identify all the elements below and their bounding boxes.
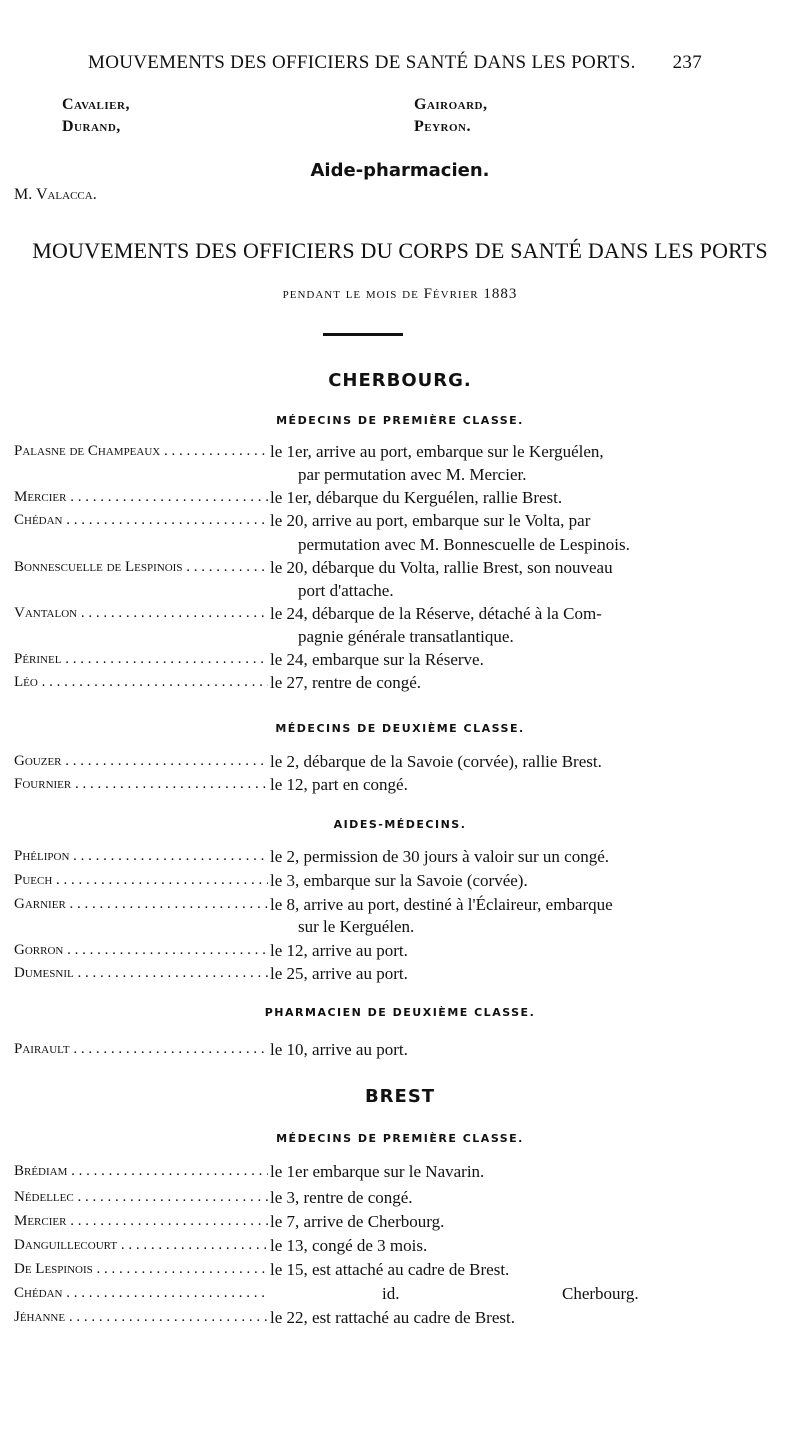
- movement-text: le 1er embarque sur le Navarin.: [270, 1162, 485, 1181]
- officer-name: Mercier . . .: [14, 1210, 268, 1233]
- name-right: Peyron.: [414, 118, 471, 135]
- officer-name: Pairault . . .: [14, 1038, 268, 1061]
- aide-pharmacien-name: M. Valacca.: [14, 186, 97, 203]
- continued-names-row: [62, 118, 662, 136]
- name-left: Cavalier,: [62, 96, 130, 113]
- movement-text: le 1er, débarque du Kerguélen, rallie Brest.: [270, 488, 563, 507]
- officer-name: De Lespinois . . .: [14, 1258, 268, 1281]
- movement-text: le 3, embarque sur la Savoie (corvée).: [270, 871, 528, 890]
- officer-name: Chédan . . .: [14, 1282, 268, 1305]
- aide-pharmacien-heading: Aide-pharmacien.: [310, 160, 490, 181]
- movement-text: sur le Kerguélen.: [298, 917, 415, 936]
- movement-text: par permutation avec M. Mercier.: [298, 465, 527, 484]
- section-label: MÉDECINS DE PREMIÈRE CLASSE.: [276, 1132, 524, 1145]
- movement-text: permutation avec M. Bonnescuelle de Lespinois.: [298, 535, 630, 554]
- officer-name: Gorron . . .: [14, 939, 268, 962]
- movement-text: le 22, est rattaché au cadre de Brest.: [270, 1308, 515, 1327]
- officer-name: Vantalon . . .: [14, 602, 268, 625]
- movement-text: le 10, arrive au port.: [270, 1040, 408, 1059]
- movement-text: le 12, arrive au port.: [270, 941, 408, 960]
- header-title: MOUVEMENTS DES OFFICIERS DE SANTÉ DANS LES PORTS.: [88, 52, 636, 73]
- movement-text: le 13, congé de 3 mois.: [270, 1236, 428, 1255]
- officer-name: Bonnescuelle de Lespinois . . .: [14, 556, 268, 579]
- officer-name: Chédan . . .: [14, 509, 268, 532]
- divider-rule: [323, 333, 403, 336]
- movement-text: le 27, rentre de congé.: [270, 673, 422, 692]
- movement-text: le 15, est attaché au cadre de Brest.: [270, 1260, 510, 1279]
- movement-text: le 25, arrive au port.: [270, 964, 408, 983]
- movement-text: le 2, permission de 30 jours à valoir sur un congé.: [270, 847, 609, 866]
- officer-name: Mercier . . .: [14, 486, 268, 509]
- movement-text: id.: [382, 1284, 400, 1303]
- officer-name: Danguillecourt . . .: [14, 1234, 268, 1257]
- port-heading-cherbourg: CHERBOURG.: [328, 370, 472, 391]
- officer-name: Léo . . .: [14, 671, 268, 694]
- port-heading-brest: BREST: [364, 1086, 436, 1107]
- page-subtitle: pendant le mois de Février 1883: [282, 286, 518, 302]
- officer-name: Fournier . . .: [14, 773, 268, 796]
- movement-text: le 12, part en congé.: [270, 775, 408, 794]
- officer-name: Brédiam . . .: [14, 1160, 268, 1183]
- officer-name: Dumesnil . . .: [14, 962, 268, 985]
- section-label: PHARMACIEN DE DEUXIÈME CLASSE.: [264, 1006, 536, 1019]
- movement-text: le 1er, arrive au port, embarque sur le Kerguélen,: [270, 442, 604, 461]
- movement-text: le 20, arrive au port, embarque sur le Volta, par: [270, 511, 591, 530]
- continued-names-row: [62, 96, 662, 114]
- movement-text-place: Cherbourg.: [562, 1284, 639, 1303]
- name-left: Durand,: [62, 118, 121, 135]
- movement-text: pagnie générale transatlantique.: [298, 627, 514, 646]
- movement-text: port d'attache.: [298, 581, 394, 600]
- officer-name: Phélipon . . .: [14, 845, 268, 868]
- movement-text: le 20, débarque du Volta, rallie Brest, son nouveau: [270, 558, 613, 577]
- officer-name: Garnier . . .: [14, 893, 268, 916]
- running-header: [88, 52, 702, 74]
- movement-text: le 8, arrive au port, destiné à l'Éclaireur, embarque: [270, 895, 613, 914]
- page-title: MOUVEMENTS DES OFFICIERS DU CORPS DE SANTÉ DANS LES PORTS: [32, 238, 768, 263]
- movement-text: le 3, rentre de congé.: [270, 1188, 413, 1207]
- page-number: 237: [672, 52, 702, 73]
- officer-name: Gouzer . . .: [14, 750, 268, 773]
- officer-name: Périnel . . .: [14, 648, 268, 671]
- movement-text: le 7, arrive de Cherbourg.: [270, 1212, 445, 1231]
- name-right: Gairoard,: [414, 96, 488, 113]
- movement-text: le 24, embarque sur la Réserve.: [270, 650, 484, 669]
- officer-name: Palasne de Champeaux . . .: [14, 440, 268, 463]
- section-label: AIDES-MÉDECINS.: [333, 818, 467, 831]
- officer-name: Jéhanne . . .: [14, 1306, 268, 1329]
- movement-text: le 24, débarque de la Réserve, détaché à la Com-: [270, 604, 602, 623]
- movement-text: le 2, débarque de la Savoie (corvée), rallie Brest.: [270, 752, 602, 771]
- section-label: MÉDECINS DE PREMIÈRE CLASSE.: [276, 414, 524, 427]
- officer-name: Nédellec . . .: [14, 1186, 268, 1209]
- section-label: MÉDECINS DE DEUXIÈME CLASSE.: [275, 722, 525, 735]
- officer-name: Puech . . .: [14, 869, 268, 892]
